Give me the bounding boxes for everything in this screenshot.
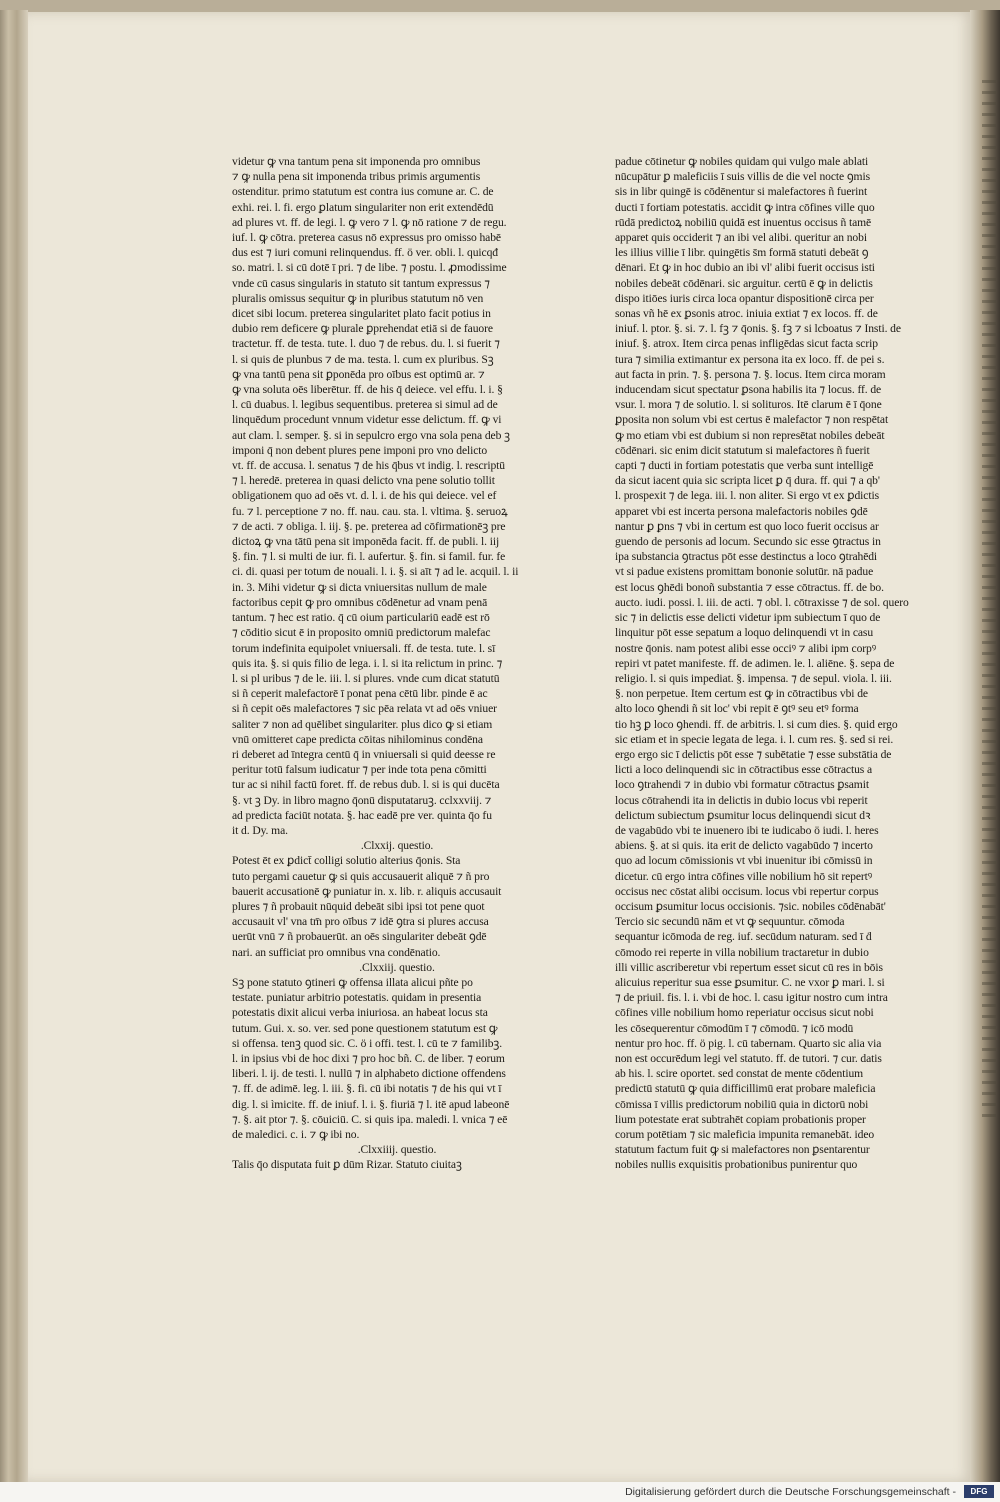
binding-left-edge — [0, 10, 28, 1482]
text-line: vt si padue existens promittam bononie solutūr. nā padue — [615, 565, 874, 579]
text-line: ⁊. §. ait ptor ⁊. §. cōuiciū. C. si quis ipa. maledi. l. vnica ⁊ eē — [232, 1112, 508, 1126]
text-line: non est occurēdum legi vel statuto. ff. de tutori. ⁊ cur. datis — [615, 1051, 882, 1065]
footer-bar — [0, 1482, 1000, 1502]
text-line: vt. ff. de accusa. l. senatus ⁊ de his q̄bus vt indig. l. rescriptū — [232, 459, 505, 473]
text-line: predictū statutū ꝙ quia difficillimū erat probare maleficia — [615, 1082, 876, 1096]
text-line: ad predicta faciūt notata. §. hac eadē pre ver. quinta q̄o fu — [232, 808, 492, 822]
text-line: padue cōtinetur ꝙ nobiles quidam qui vulgo male ablati — [615, 155, 869, 168]
text-line: aucto. iudi. possi. l. iii. de acti. ⁊ obl. l. cōtraxisse ⁊ de sol. quero — [615, 595, 909, 609]
text-line: vnū omitteret cape predicta cōitas nihilominus condēna — [232, 732, 483, 746]
text-line: dicetur. cū ergo intra cōfines ville nobilium hō sit repertꝰ — [615, 869, 873, 883]
text-line: l. si pl uribus ⁊ de le. iii. l. si plures. vnde cum dicat statutū — [232, 671, 500, 685]
text-line: apparet vbi est incerta persona malefactoris nobiles ꝯdē — [615, 504, 868, 518]
text-line: occisum ꝑsumitur locus occisionis. ⁊sic. nobiles cōdēnabāt' — [615, 899, 886, 913]
text-line: ꝙ vna soluta oēs liberētur. ff. de his q̄ deiece. vel effu. l. i. § — [232, 383, 503, 397]
text-line: guendo de personis ad locum. Secundo sic esse ꝯtractus in — [615, 535, 881, 549]
text-line: dispo itiōes iuris circa loca opantur dispositionē circa per — [615, 291, 874, 305]
footer-credit: Digitalisierung gefördert durch die Deutsche Forschungsgemeinschaft - — [625, 1486, 956, 1498]
text-line: nantur ꝑ ꝑns ⁊ vbi in certum est quo loco fuerit occisus ar — [615, 519, 879, 533]
text-line: dus est ⁊ iuri comuni relinquendus. ff. ö ver. obli. l. quicqđ — [232, 246, 498, 260]
text-line: si ñ cepit oēs malefactores ⁊ sic pēa relata vt ad oēs vniuer — [232, 702, 497, 716]
text-line: capti ⁊ ducti in fortiam potestatis que verba sunt intelligē — [615, 459, 874, 473]
text-line: §. fin. ⁊ l. si multi de iur. fi. l. aufertur. §. fin. si famil. fur. fe — [232, 550, 506, 564]
text-line: testate. puniatur arbitrio potestatis. quidam in presentia — [232, 991, 482, 1005]
text-line: dēnari. Et ꝙ in hoc dubio an ibi vl' alibi fuerit occisus isti — [615, 261, 875, 275]
text-line: ipa substancia ꝯtractus pōt esse destinctus a loco ꝯtrahēdi — [615, 550, 878, 564]
text-line: si offensa. tenꝫ quod sic. C. ö i offi. test. l. cū te ⁊ familibꝫ. — [232, 1036, 503, 1050]
text-line: iniuf. §. atrox. Item circa penas infligēdas sicut facta scrip — [615, 337, 878, 351]
text-line: vnde cū casus singularis in statuto sit tantum expressus ⁊ — [232, 276, 490, 290]
text-line: it d. Dy. ma. — [232, 823, 288, 837]
text-line: de vagabūdo vbi te inuenero ibi te iudicabo ö iudi. l. heres — [615, 823, 879, 837]
text-line: repiri vt patet manifeste. ff. de adimen. le. l. aliēne. §. sepa de — [615, 656, 895, 670]
text-line: nobiles debeāt cōdēnari. sic arguitur. certū ē ꝙ in delictis — [615, 276, 873, 290]
text-line: dig. l. si ìmicite. ff. de iniuf. l. i. §. fiuriā ⁊ l. itē apud labeonē — [232, 1097, 510, 1111]
text-line: corum potētiam ⁊ sic maleficia impunita remanebāt. ideo — [615, 1128, 875, 1141]
text-line: tutum. Gui. x. so. ver. sed pone questionem statutum est ꝙ — [232, 1021, 498, 1035]
text-line: aut clam. l. semper. §. si in sepulcro ergo vna sola pena deb ꝫ — [232, 428, 510, 442]
text-line: est locus ꝯhēdi bonoñ substantia ⁊ esse cōtractus. ff. de bo. — [615, 580, 884, 594]
text-line: ꝑposita non solum vbi est certus ē malefactor ⁊ non respētat — [615, 413, 889, 427]
text-line: ergo ergo sic ī delictis pōt esse ⁊ subētatie ⁊ esse substātia de — [615, 747, 892, 761]
text-line: ⁊ cōditio sicut ē in proposito omniū predictorum malefac — [232, 626, 491, 640]
text-line: l. si quis de plunbus ⁊ de ma. testa. l. cum ex pluribus. Sꝫ — [232, 352, 494, 366]
text-line: torum indefinita equipolet vniuersali. ff. de testa. tute. l. sī — [232, 641, 496, 655]
text-line: cōdēnari. sic enim dicit statutum si malefactores ñ fuerit — [615, 443, 870, 457]
text-line: Tercio sic secundū nām et vt ꝙ sequuntur. cōmoda — [615, 915, 845, 929]
text-line: so. matri. l. si cū dotē ī pri. ⁊ de libe. ⁊ postu. l. ꝓmodissime — [232, 261, 507, 275]
text-line: dictoꝝ ꝙ vna tātū pena sit imponēda facit. ff. de publi. l. iij — [232, 535, 500, 549]
text-line: Talis q̄o disputata fuit ꝑ dūm Rizar. Statuto ciuitaꝫ — [232, 1158, 462, 1172]
text-line: rūdā predictoꝝ nobiliū quidā est inuentus occisus ñ tamē — [615, 215, 872, 229]
text-line: religio. l. si quis impediat. §. impensa. ⁊ de sepul. viola. l. iii. — [615, 671, 892, 685]
text-line: locus cōtrahendi ita in delictis in dubio locus vbi reperit — [615, 793, 868, 807]
right-text-column — [615, 154, 969, 1173]
text-line: nentur pro hoc. ff. ö pig. l. cū tabernam. Quarto sic alia via — [615, 1036, 882, 1050]
text-line: sic etiam et in specie legata de lega. i. l. cum res. §. sed si rei. — [615, 732, 894, 746]
text-line: linquitur pōt esse sepatum a loquo delinquendi vt in casu — [615, 626, 874, 640]
text-line: delictum subiectum ꝑsumitur locus delinquendi sicut dꝛ — [615, 808, 871, 822]
text-line: l. in ipsius vbi de hoc dixi ⁊ pro hoc bñ. C. de liber. ⁊ eorum — [232, 1051, 505, 1065]
text-line: ⁊. ff. de adimē. leg. l. iii. §. fi. cū ibi notatis ⁊ de his qui vt ī — [232, 1082, 502, 1096]
text-line: nūcupātur ꝑ maleficiis ī suis villis de die vel nocte ꝯmis — [615, 170, 871, 184]
text-line: l. prospexit ⁊ de lega. iii. l. non aliter. Si ergo vt ex ꝑdictis — [615, 489, 880, 503]
text-line: da sicut iacent quia sic scripta licet ꝑ q̄ dura. ff. qui ⁊ a qb' — [615, 474, 880, 488]
text-line: ducti ī fortiam potestatis. accidit ꝙ intra cōfines ville quo — [615, 200, 875, 214]
text-line: imponi q̄ non debent plures pene imponi pro vno delicto — [232, 443, 488, 457]
text-line: vsur. l. mora ⁊ de solutio. l. si solituros. Itē clarum ē ī q̄one — [615, 398, 882, 412]
text-line: statutum factum fuit ꝙ si malefactores non ꝑsentarentur — [615, 1143, 870, 1157]
text-line: factoribus cepit ꝙ pro omnibus cōdēnetur ad vnam penā — [232, 595, 488, 609]
page-stack-lines — [982, 80, 996, 1120]
text-line: inducendam sicut spectatur ꝑsona habilis ita ⁊ locus. ff. de — [615, 383, 882, 397]
text-line: loco ꝯtrahendi ⁊ in dubio vbi formatur cōtractus ꝑsamit — [615, 778, 869, 792]
text-line: nobiles nullis exquisitis probationibus punirentur quo — [615, 1158, 858, 1172]
text-line: Potest ēt ex ꝑdict̄ colligi solutio alterius q̄onis. Sta — [232, 854, 461, 868]
text-line: aut facta in prin. ⁊. §. persona ⁊. §. locus. Item circa moram — [615, 367, 886, 381]
text-line: sic ⁊ in delictis esse delicti videtur ipm subiectum ī quo de — [615, 611, 881, 625]
left-text-column — [232, 154, 562, 1173]
text-line: ri deberet ad īntegra centū q̄ in vniuersali si quid deesse re — [232, 747, 496, 761]
text-line: ⁊ l. heredē. preterea in quasi delicto vna pene solutio tollit — [232, 474, 495, 488]
text-line: Sꝫ pone statuto ꝯtineri ꝙ offensa illata alicui pñte po — [232, 975, 473, 989]
text-line: ⁊ ꝙ nulla pena sit imponenda tribus primis argumentis — [232, 170, 481, 184]
text-line: illi villic ascriberetur vbi repertum esset sicut cū res in bōis — [615, 960, 883, 974]
text-line: si ñ ceperit malefactorē ī ponat pena cētū libr. pinde ē ac — [232, 687, 488, 701]
text-line: iuf. l. ꝙ cōtra. preterea casus nō expressus pro omisso habē — [232, 231, 501, 245]
text-line: §. non perpetue. Item certum est ꝙ in cōtractibus vbi de — [615, 687, 868, 701]
text-line: iniuf. l. ptor. §. si. ⁊. l. fꝫ ⁊ q̄onis. §. fꝫ ⁊ si lcboatus ⁊ Insti. de — [615, 322, 901, 336]
text-line: liberi. l. ij. de testi. l. nullū ⁊ in alphabeto dictione offendens — [232, 1067, 506, 1081]
text-line: alto loco ꝯhendi ñ sit loc' vbi repit ē ꝯtꝰ seu etꝰ forma — [615, 702, 859, 716]
text-line: uerūt vnū ⁊ ñ probauerūt. an oēs singulariter debeāt ꝯdē — [232, 930, 487, 944]
text-line: pluralis omissus sequitur ꝙ in pluribus statutum nō ven — [232, 291, 484, 305]
text-line: tractetur. ff. de testa. tute. l. duo ⁊ de rebus. du. l. si fuerit ⁊ — [232, 337, 500, 351]
text-line: cōmodo rei reperte in villa nobilium tractaretur in dubio — [615, 945, 869, 959]
text-line: exhi. rei. l. fi. ergo ꝑlatum singulariter non erit extendēdū — [232, 200, 494, 214]
text-line: tur ac si nihil factū foret. ff. de rebus dub. l. si is qui ducēta — [232, 778, 500, 792]
text-line: linquēdum procedunt vnnum videtur esse delictum. ff. ꝙ vi — [232, 413, 502, 427]
text-line: apparet quis occiderit ⁊ an ibi vel alibi. queritur an nobi — [615, 231, 867, 245]
text-line: ci. di. quasi per totum de nouali. l. i. §. si aīt ⁊ ad le. acquil. l. ii — [232, 565, 519, 579]
text-line: tuto pergami cauetur ꝙ si quis accusauerit aliquē ⁊ ñ pro — [232, 869, 490, 883]
question-heading: .Clxxiiij. questio. — [357, 1143, 437, 1157]
text-line: l. cū duabus. l. legibus sequentibus. preterea si simul ad de — [232, 398, 498, 412]
text-line: sequantur icōmoda de reg. iuf. secūdum naturam. sed ī ḋ — [615, 930, 872, 944]
text-line: accusauit vl' vna tm̄ pro oībus ⁊ idē ꝯtra si plures accusa — [232, 915, 489, 929]
text-line: quis ita. §. si quis filio de lega. i. l. si ita relictum in princ. ⁊ — [232, 656, 503, 670]
text-line: sis in libr quingē is cōdēnentur si malefactores ñ fuerint — [615, 185, 868, 199]
text-line: cōfines ville nobilium homo reperiatur occisus sicut nobi — [615, 1006, 874, 1020]
text-line: nari. an sufficiat pro omnibus vna condēnatio. — [232, 945, 441, 959]
text-line: fu. ⁊ l. perceptione ⁊ no. ff. nau. cau. sta. l. vltima. §. seruoꝝ — [232, 504, 508, 518]
text-line: plures ⁊ ñ probauit nūquid debeāt sibi ipsi tot pene quot — [232, 899, 485, 913]
text-line: videtur ꝙ vna tantum pena sit imponenda pro omnibus — [232, 155, 481, 168]
text-line: bauerit accusationē ꝙ puniatur in. x. lib. r. aliquis accusauit — [232, 884, 502, 898]
text-line: obligationem quo ad oēs vt. d. l. i. de his qui deiece. vel ef — [232, 489, 497, 503]
text-line: ad plures vt. ff. de legi. l. ꝙ vero ⁊ l. ꝙ nō ratione ⁊ de regu. — [232, 215, 507, 229]
text-line: peritur totū falsum iudicatur ⁊ per inde tota pena cōmitti — [232, 763, 487, 777]
text-line: occisus nec cōstat alibi occisum. locus vbi repertur corpus — [615, 884, 879, 898]
text-line: cōmissa ī villis predictorum nobiliū quia in dictorū nobi — [615, 1097, 869, 1111]
text-line: nostre q̄onis. nam potest alibi esse occiꝰ ⁊ alibi ipm corpꝰ — [615, 641, 877, 655]
text-line: tantum. ⁊ hec est ratio. q̄ cū oium particulariū eadē est rō — [232, 611, 490, 625]
text-line: abiens. §. at si quis. ita erit de delicto vagabūdo ⁊ incerto — [615, 839, 873, 853]
text-line: de maledici. c. i. ⁊ ꝙ ibi no. — [232, 1128, 360, 1141]
text-line: tura ⁊ similia extimantur ex persona ita ex loco. ff. de pei s. — [615, 352, 885, 366]
paper-page — [28, 12, 974, 1482]
text-line: dicet sibi locum. preterea singularitet plato facit potius in — [232, 307, 491, 321]
text-line: sonas vñ hē ex ꝑsonis atroc. iniuia extiat ⁊ ex locos. ff. de — [615, 307, 878, 321]
text-line: ⁊ de priuil. fis. l. i. vbi de hoc. l. casu igitur nostro cum intra — [615, 991, 888, 1005]
text-line: dubio rem deficere ꝙ plurale ꝑprehendat etiā si de fauore — [232, 322, 493, 336]
text-line: ꝙ vna tantū pena sit ꝑponēda pro oībus est optimū ar. ⁊ — [232, 367, 485, 381]
text-line: les illius villie ī libr. quingētis s̄m formā statuti debeāt ꝯ — [615, 246, 869, 260]
dfg-logo: DFG — [964, 1485, 994, 1498]
question-heading: .Clxxij. questio. — [360, 839, 434, 853]
text-line: ab his. l. scire oportet. sed constat de mente cōdentium — [615, 1067, 864, 1081]
text-line: ⁊ de acti. ⁊ obliga. l. iij. §. pe. preterea ad cōfirmationēꝫ pre — [232, 519, 506, 533]
text-line: in. 3. Mihi videtur ꝙ si dicta vniuersitas nullum de male — [232, 580, 487, 594]
text-line: quo ad locum cōmissionis vt vbi inuenitur ibi cōmissū in — [615, 854, 873, 868]
text-line: ꝙ mo etiam vbi est dubium si non represētat nobiles debeāt — [615, 428, 885, 442]
text-line: saliter ⁊ non ad quēlibet singulariter. plus dico ꝙ si etiam — [232, 717, 493, 731]
text-line: les cōsequerentur cōmodūm ī ⁊ cōmodū. ⁊ icō modū — [615, 1021, 854, 1035]
text-line: licti a loco delinquendi sic in cōtractibus esse cōtractus a — [615, 763, 873, 777]
text-line: lium potestate erat subtrahēt copiam probationis proper — [615, 1112, 866, 1126]
text-line: tio hꝫ ꝑ loco ꝯhendi. ff. de arbitris. l. si cum dies. §. quid ergo — [615, 717, 898, 731]
question-heading: .Clxxiij. questio. — [359, 960, 435, 974]
text-line: potestatis dixit alicui verba iniuriosa. an habeat locus sta — [232, 1006, 488, 1020]
text-line: §. vt ꝫ Dy. in libro magno q̄onū disputataruꝫ. cclxxviij. ⁊ — [232, 793, 492, 807]
text-line: alicuius reperitur sua esse ꝑsumitur. C. ne vxor ꝑ mari. l. si — [615, 975, 885, 989]
text-line: ostenditur. primo statutum est contra ius comune ar. C. de — [232, 185, 494, 199]
